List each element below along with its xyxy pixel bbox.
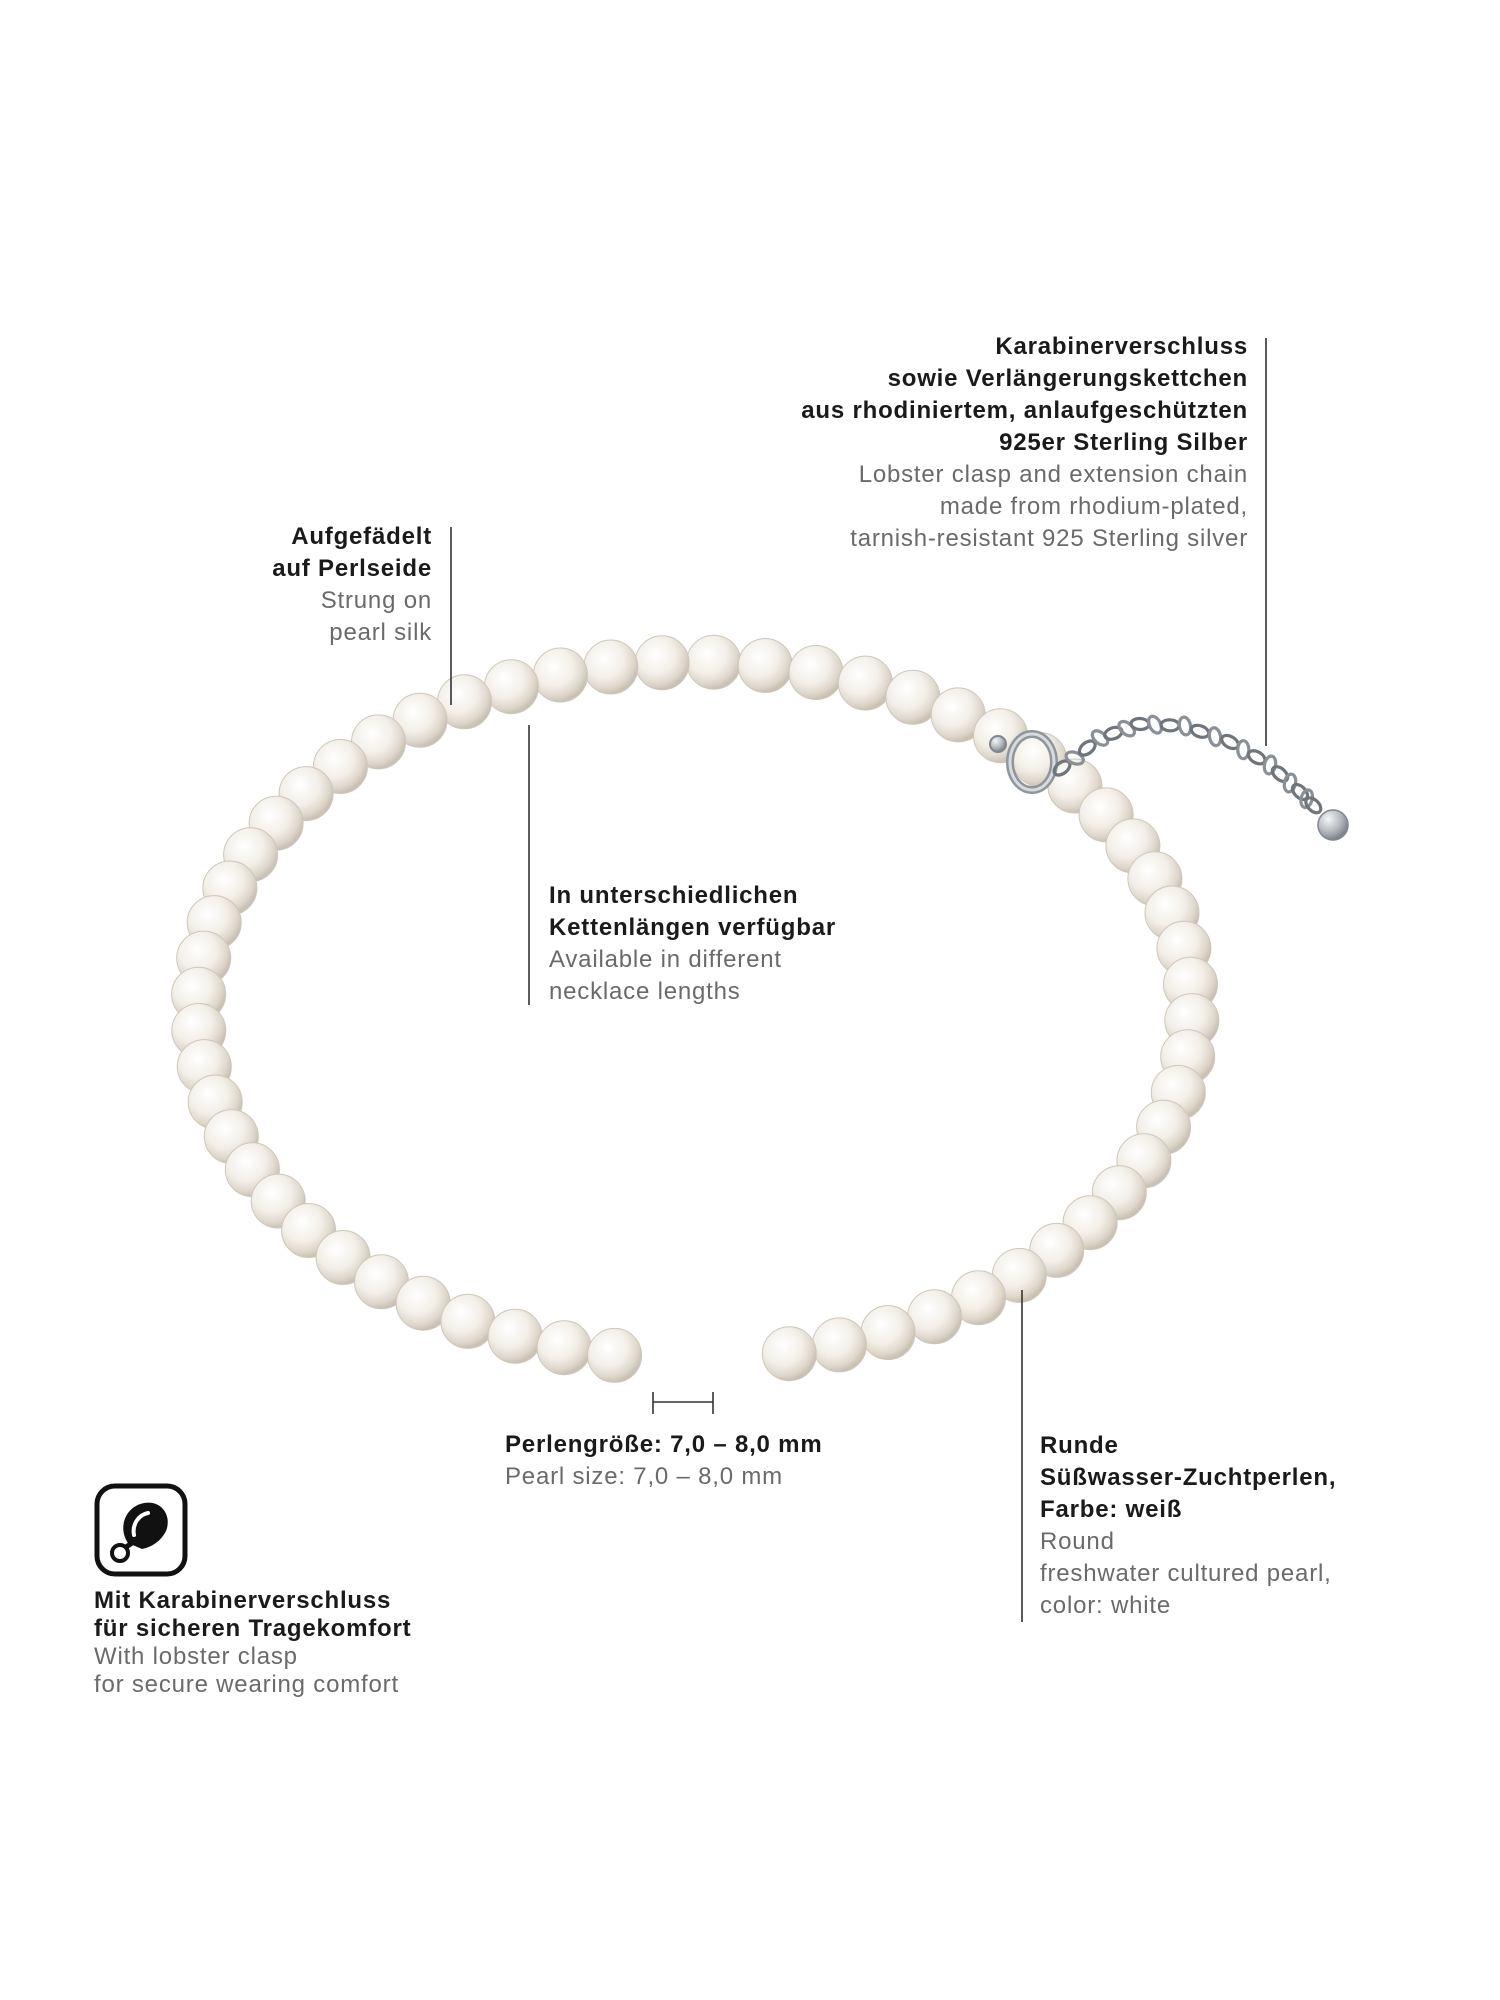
annotation-feature-en-line: With lobster clasp xyxy=(94,1643,298,1670)
annotation-feature xyxy=(94,1587,411,1699)
annotation-feature-de-line: für sicheren Tragekomfort xyxy=(94,1615,412,1642)
annotation-feature-de-line: Mit Karabinerverschluss xyxy=(94,1587,392,1614)
annotation-pearl-de-line: Farbe: weiß xyxy=(1040,1496,1183,1523)
annotation-feature-en-line: for secure wearing comfort xyxy=(94,1671,399,1698)
pearl xyxy=(738,639,792,693)
chain-link xyxy=(1283,773,1298,793)
annotation-silk-de-line: Aufgefädelt xyxy=(291,523,432,550)
chain-link xyxy=(1270,764,1291,784)
annotation-clasp-de-line: 925er Sterling Silber xyxy=(999,429,1248,456)
pearl-strand xyxy=(172,635,1219,1382)
annotation-lengths-en-line: Available in different xyxy=(549,946,782,973)
lobster-clasp-icon xyxy=(94,1483,188,1577)
chain-link xyxy=(1190,723,1211,739)
annotation-pearl-en-line: freshwater cultured pearl, xyxy=(1040,1560,1332,1587)
annotation-silk xyxy=(272,521,432,649)
annotation-silk-en-line: pearl silk xyxy=(329,619,432,646)
pearl xyxy=(812,1318,866,1372)
annotation-clasp-en-line: made from rhodium-plated, xyxy=(939,493,1248,520)
pearl xyxy=(762,1327,816,1381)
pearl xyxy=(588,1328,642,1382)
annotation-size-de-line: Perlengröße: 7,0 – 8,0 mm xyxy=(505,1431,823,1458)
chain-link xyxy=(1303,795,1324,816)
pearl xyxy=(441,1294,495,1348)
pearl xyxy=(484,660,538,714)
pearl xyxy=(488,1309,542,1363)
chain-link xyxy=(1161,719,1179,731)
pearl xyxy=(584,640,638,694)
annotation-lengths-de-line: In unterschiedlichen xyxy=(549,882,799,909)
pearl xyxy=(838,656,892,710)
annotation-pearl-de-line: Runde xyxy=(1040,1432,1119,1459)
annotation-pearl-de-line: Süßwasser-Zuchtperlen, xyxy=(1040,1464,1337,1491)
annotation-pearl xyxy=(1040,1430,1336,1622)
annotation-clasp-de-line: Karabinerverschluss xyxy=(995,333,1248,360)
annotation-lengths-en-line: necklace lengths xyxy=(549,978,741,1005)
annotation-clasp-de-line: sowie Verlängerungskettchen xyxy=(887,365,1248,392)
annotation-clasp-en-line: Lobster clasp and extension chain xyxy=(858,461,1248,488)
pearl xyxy=(533,648,587,702)
chain-link xyxy=(1131,718,1149,730)
annotation-pearl-en-line: color: white xyxy=(1040,1592,1171,1619)
pearl xyxy=(908,1290,962,1344)
annotation-lengths xyxy=(549,880,836,1008)
pearl xyxy=(861,1306,915,1360)
chain-link xyxy=(1208,727,1222,747)
annotation-clasp-en-line: tarnish-resistant 925 Sterling silver xyxy=(850,525,1248,552)
chain-link xyxy=(1178,716,1192,736)
annotation-silk-de-line: auf Perlseide xyxy=(272,555,432,582)
annotation-lengths-de-line: Kettenlängen verfügbar xyxy=(549,914,836,941)
annotation-size-en-line: Pearl size: 7,0 – 8,0 mm xyxy=(505,1463,783,1490)
pearl xyxy=(687,635,741,689)
pearl xyxy=(537,1321,591,1375)
annotation-pearl-en-line: Round xyxy=(1040,1528,1115,1555)
annotation-clasp xyxy=(801,331,1248,555)
size-dimension-marker xyxy=(653,1392,713,1414)
annotation-clasp-de-line: aus rhodiniertem, anlaufgeschützten xyxy=(801,397,1248,424)
annotation-size xyxy=(505,1429,822,1493)
annotation-silk-en-line: Strung on xyxy=(320,587,432,614)
pearl xyxy=(789,646,843,700)
chain-end-bead xyxy=(1318,810,1348,840)
pearl xyxy=(635,636,689,690)
